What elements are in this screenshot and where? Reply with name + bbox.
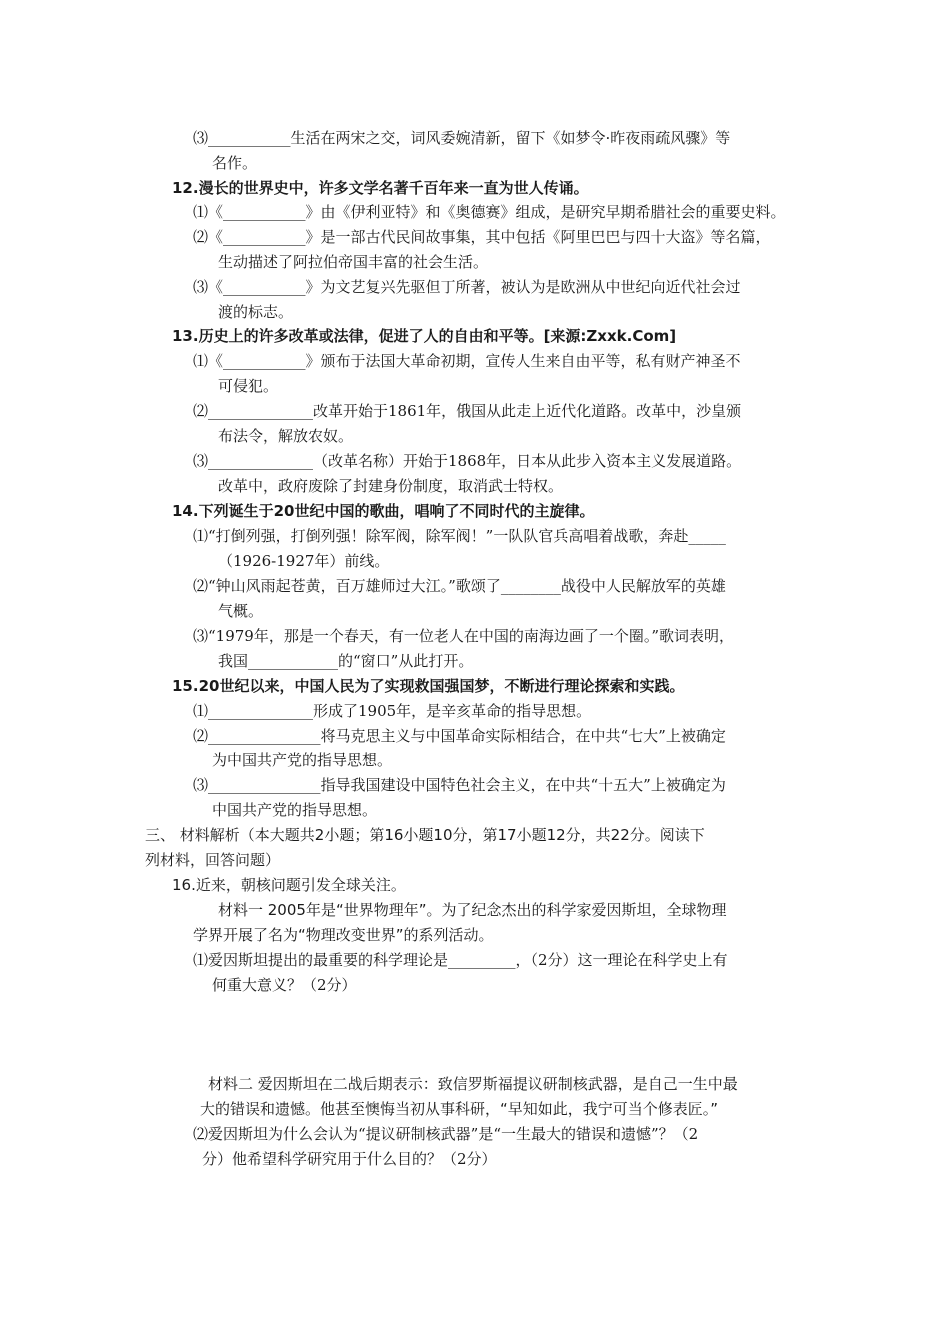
q15-3-line1: ⑶_______________指导我国建设中国特色社会主义，在中共“十五大”上被确定为 <box>193 776 726 794</box>
q13-3-line2: 改革中，政府废除了封建身份制度，取消武士特权。 <box>218 477 564 495</box>
q12-1-line1: ⑴《___________》由《伊利亚特》和《奥德赛》组成，是研究早期希腊社会的重要史料。 <box>193 203 786 221</box>
q11-3-line1: ⑶___________生活在两宋之交，词风委婉清新，留下《如梦令·昨夜雨疏风骤》等 <box>193 129 731 147</box>
q14-1-line1: ⑴“打倒列强，打倒列强！除军阀，除军阀！”一队队官兵高唱着战歌，奔赴_____ <box>193 527 726 545</box>
q16-1-line2: 何重大意义？（2分） <box>212 976 357 994</box>
q13-1-line2: 可侵犯。 <box>218 377 279 395</box>
q13-1-line1: ⑴《___________》颁布于法国大革命初期，宣传人生来自由平等，私有财产神圣不 <box>193 352 741 370</box>
q16-2-line1: ⑵爱因斯坦为什么会认为“提议研制核武器”是“一生最大的错误和遗憾”？（2 <box>193 1125 699 1143</box>
q13-3-line1: ⑶______________（改革名称）开始于1868年，日本从此步入资本主义发展道路。 <box>193 452 742 470</box>
question-16-heading: 16.近来，朝核问题引发全球关注。 <box>172 876 406 894</box>
q12-2-line1: ⑵《___________》是一部古代民间故事集，其中包括《阿里巴巴与四十大盗》等名篇， <box>193 228 771 246</box>
q15-2-line1: ⑵_______________将马克思主义与中国革命实际相结合，在中共“七大”上被确定 <box>193 727 726 745</box>
q16-1-line1: ⑴爱因斯坦提出的最重要的科学理论是_________，（2分）这一理论在科学史上有 <box>193 951 728 969</box>
question-13-heading: 13.历史上的许多改革或法律，促进了人的自由和平等。[来源:Zxxk.Com] <box>172 327 677 345</box>
q12-3-line2: 渡的标志。 <box>218 303 294 321</box>
q14-3-line2: 我国____________的“窗口”从此打开。 <box>218 652 474 670</box>
material-1-line2: 学界开展了名为“物理改变世界”的系列活动。 <box>193 926 494 944</box>
q14-2-line1: ⑵“钟山风雨起苍黄，百万雄师过大江。”歌颂了________战役中人民解放军的英雄 <box>193 577 726 595</box>
q16-2-line2: 分）他希望科学研究用于什么目的？（2分） <box>202 1150 497 1168</box>
section-3-heading-line2: 列材料，回答问题） <box>145 851 281 869</box>
q14-1-line2: （1926-1927年）前线。 <box>218 552 390 570</box>
q12-2-line2: 生动描述了阿拉伯帝国丰富的社会生活。 <box>218 253 489 271</box>
q14-3-line1: ⑶“1979年，那是一个春天，有一位老人在中国的南海边画了一个圈。”歌词表明， <box>193 627 735 645</box>
q15-1-line1: ⑴______________形成了1905年，是辛亥革命的指导思想。 <box>193 702 592 720</box>
q12-3-line1: ⑶《___________》为文艺复兴先驱但丁所著，被认为是欧洲从中世纪向近代社会过 <box>193 278 741 296</box>
q15-3-line2: 中国共产党的指导思想。 <box>212 801 378 819</box>
q11-3-line2: 名作。 <box>212 154 258 172</box>
material-2-line1: 材料二 爱因斯坦在二战后期表示：致信罗斯福提议研制核武器，是自己一生中最 <box>208 1075 738 1093</box>
q15-2-line2: 为中国共产党的指导思想。 <box>212 751 393 769</box>
material-2-line2: 大的错误和遗憾。他甚至懊悔当初从事科研，“早知如此，我宁可当个修表匠。” <box>200 1100 719 1118</box>
q14-2-line2: 气概。 <box>218 602 264 620</box>
section-3-heading-line1: 三、 材料解析（本大题共2小题；第16小题10分，第17小题12分，共22分。阅读下 <box>145 826 705 844</box>
q13-2-line1: ⑵______________改革开始于1861年，俄国从此走上近代化道路。改革中，沙皇颁 <box>193 402 742 420</box>
question-14-heading: 14.下列诞生于20世纪中国的歌曲，唱响了不同时代的主旋律。 <box>172 502 595 520</box>
question-12-heading: 12.漫长的世界史中，许多文学名著千百年来一直为世人传诵。 <box>172 179 589 197</box>
material-1-line1: 材料一 2005年是“世界物理年”。为了纪念杰出的科学家爱因斯坦，全球物理 <box>218 901 727 919</box>
q13-2-line2: 布法令，解放农奴。 <box>218 427 354 445</box>
question-15-heading: 15.20世纪以来，中国人民为了实现救国强国梦，不断进行理论探索和实践。 <box>172 677 685 695</box>
